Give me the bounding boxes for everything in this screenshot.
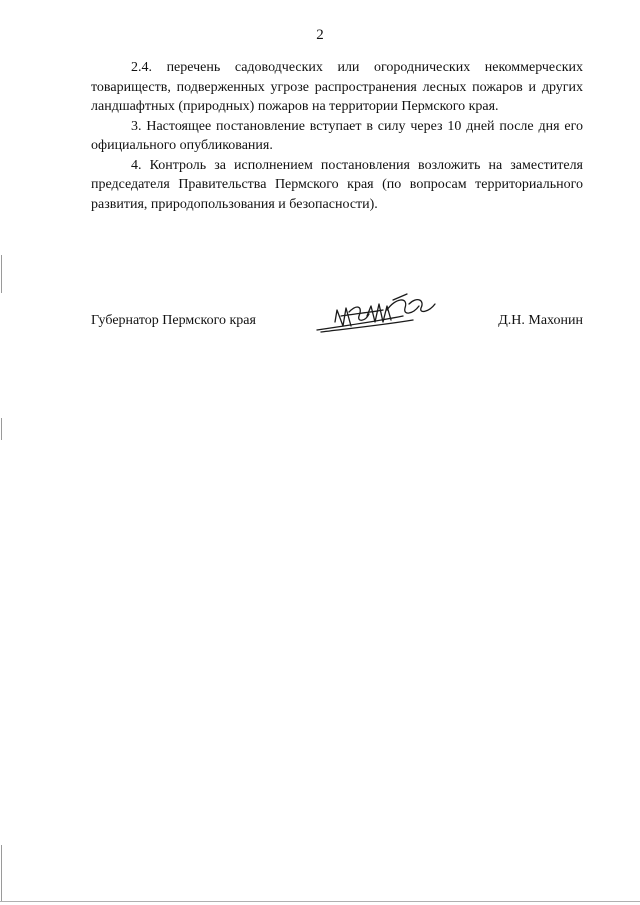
- scan-bottom-edge: [0, 901, 640, 902]
- signer-name: Д.Н. Махонин: [498, 313, 583, 328]
- document-body: [91, 58, 583, 214]
- handwritten-signature-icon: [313, 292, 439, 342]
- paragraph-2-4: 2.4. перечень садоводческих или огороднических некоммерческих товариществ, подверженных угрозе распространения лесных пожаров и других ландшафтных (природных) пожаров на территории Пермского края.: [91, 60, 583, 114]
- scan-edge-mark: [1, 255, 2, 293]
- signature-block: [91, 310, 583, 334]
- paragraph-3: 3. Настоящее постановление вступает в силу через 10 дней после дня его официального опубликования.: [91, 118, 583, 153]
- scan-edge-mark: [1, 418, 2, 440]
- signer-title: Губернатор Пермского края: [91, 313, 256, 328]
- paragraph-4: 4. Контроль за исполнением постановления возложить на заместителя председателя Правительства Пермского края (по вопросам территориального развития, природопользования и безопасности).: [91, 157, 583, 212]
- scan-edge-mark: [1, 845, 2, 901]
- page-number: 2: [316, 27, 324, 43]
